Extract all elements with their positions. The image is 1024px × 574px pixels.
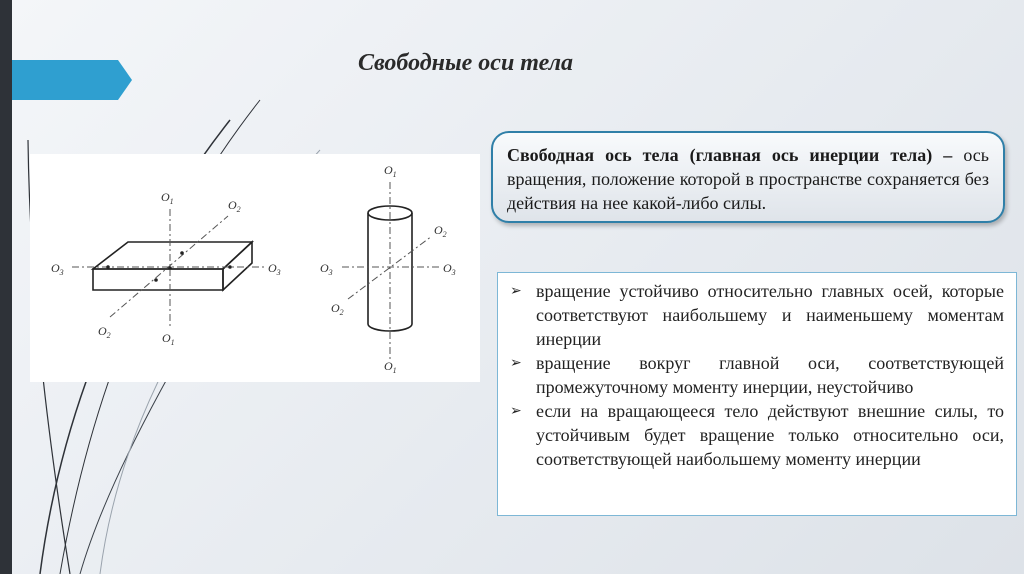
label-cyl-o1-top: $O_1$: [384, 163, 397, 179]
label-o3-left: $O_3$: [51, 261, 64, 277]
label-o1-top: $O_1$: [161, 190, 174, 206]
label-cyl-o3-left: $O_3$: [320, 261, 333, 277]
label-cyl-o3-right: $O_3$: [443, 261, 456, 277]
list-item-text: вращение вокруг главной оси, соответствующей промежуточному моменту инерции, неустойчиво: [536, 353, 1004, 397]
properties-list: [508, 279, 1004, 471]
slide-title: Свободные оси тела: [358, 50, 574, 76]
list-item-text: вращение устойчиво относительно главных осей, которые соответствуют наибольшему и наименьшему моментам инерции: [536, 281, 1004, 349]
list-item: [508, 399, 1004, 471]
label-o3-right: $O_3$: [268, 261, 281, 277]
axes-figure: [30, 154, 480, 382]
label-cyl-o1-bottom: $O_1$: [384, 359, 397, 375]
label-cyl-o2-bottom: $O_2$: [331, 301, 344, 317]
definition-term: Свободная ось тела (главная ось инерции тела) –: [507, 145, 953, 165]
properties-list-box: [497, 272, 1017, 516]
label-o1-bottom: $O_1$: [162, 331, 175, 347]
definition-text: ось вращения, положение которой в пространстве сохраняется без действия на нее какой-либо силы.: [507, 145, 989, 213]
list-item: [508, 279, 1004, 351]
list-item: [508, 351, 1004, 399]
parallelepiped-diagram: [93, 242, 252, 290]
accent-arrow-icon: [12, 60, 132, 100]
label-o2-top: $O_2$: [228, 198, 241, 214]
label-cyl-o2-top: $O_2$: [434, 223, 447, 239]
arrow-bullet-icon: ➢: [510, 283, 522, 299]
arrow-bullet-icon: ➢: [510, 403, 522, 419]
list-item-text: если на вращающееся тело действуют внешние силы, то устойчивым будет вращение только относительно оси, соответствующей наибольшему моменту инерции: [536, 401, 1004, 469]
definition-box: [491, 131, 1005, 223]
arrow-bullet-icon: ➢: [510, 355, 522, 371]
label-o2-bottom: $O_2$: [98, 324, 111, 340]
